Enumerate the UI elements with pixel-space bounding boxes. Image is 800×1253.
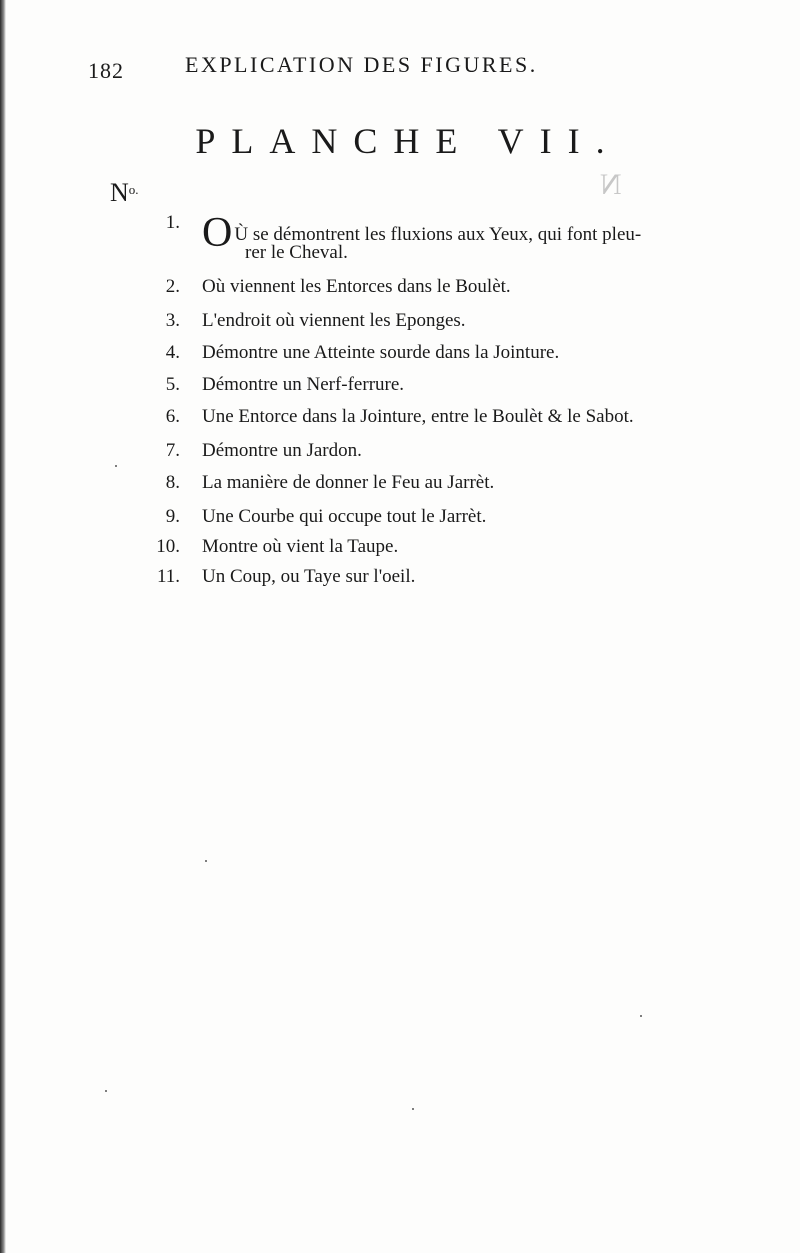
entry-number: 5. bbox=[165, 374, 180, 395]
paper-speck bbox=[412, 1108, 414, 1110]
entry-text: L'endroit où viennent les Eponges. bbox=[202, 310, 466, 331]
binding-edge bbox=[0, 0, 6, 1253]
drop-cap: O bbox=[202, 210, 233, 256]
entry-text: Une Courbe qui occupe tout le Jarrèt. bbox=[202, 506, 487, 527]
entry-number: 3. bbox=[165, 310, 180, 331]
paper-speck bbox=[640, 1015, 642, 1017]
entry-number: 9. bbox=[165, 506, 180, 527]
paper-speck bbox=[115, 465, 117, 467]
entry-number: 8. bbox=[165, 472, 180, 493]
entry-text: Démontre une Atteinte sourde dans la Jointure. bbox=[202, 342, 560, 363]
entry-number: 4. bbox=[165, 342, 180, 363]
entry-number: 1. bbox=[165, 212, 180, 233]
paper-speck bbox=[105, 1090, 107, 1092]
paper-speck bbox=[205, 860, 207, 862]
number-column-label bbox=[110, 178, 139, 208]
plate-title: PLANCHE VII. bbox=[195, 121, 621, 161]
entry-text: La manière de donner le Feu au Jarrèt. bbox=[202, 472, 495, 493]
number-label-sup: o. bbox=[128, 182, 139, 197]
entry-text: Montre où vient la Taupe. bbox=[202, 536, 399, 557]
entry-number: 2. bbox=[165, 276, 180, 297]
running-head: EXPLICATION DES FIGURES. bbox=[185, 52, 538, 77]
number-label-text: N bbox=[110, 178, 129, 207]
entry-number: 10. bbox=[156, 536, 180, 557]
entry-continuation: rer le Cheval. bbox=[245, 242, 348, 263]
entry-text-main: Ù se démontrent les fluxions aux Yeux, qui font pleu- bbox=[234, 224, 642, 245]
show-through-decoration: N bbox=[600, 168, 622, 201]
entry-number: 6. bbox=[165, 406, 180, 427]
entry-number: 11. bbox=[156, 566, 180, 587]
entry-text: Une Entorce dans la Jointure, entre le Boulèt & le Sabot. bbox=[202, 406, 634, 427]
entry-text: Démontre un Jardon. bbox=[202, 440, 362, 461]
entry-number: 7. bbox=[165, 440, 180, 461]
entry-text: Où viennent les Entorces dans le Boulèt. bbox=[202, 276, 511, 297]
entry-text: Démontre un Nerf-ferrure. bbox=[202, 374, 405, 395]
page-number: 182 bbox=[88, 58, 124, 83]
entry-text: Un Coup, ou Taye sur l'oeil. bbox=[202, 566, 416, 587]
